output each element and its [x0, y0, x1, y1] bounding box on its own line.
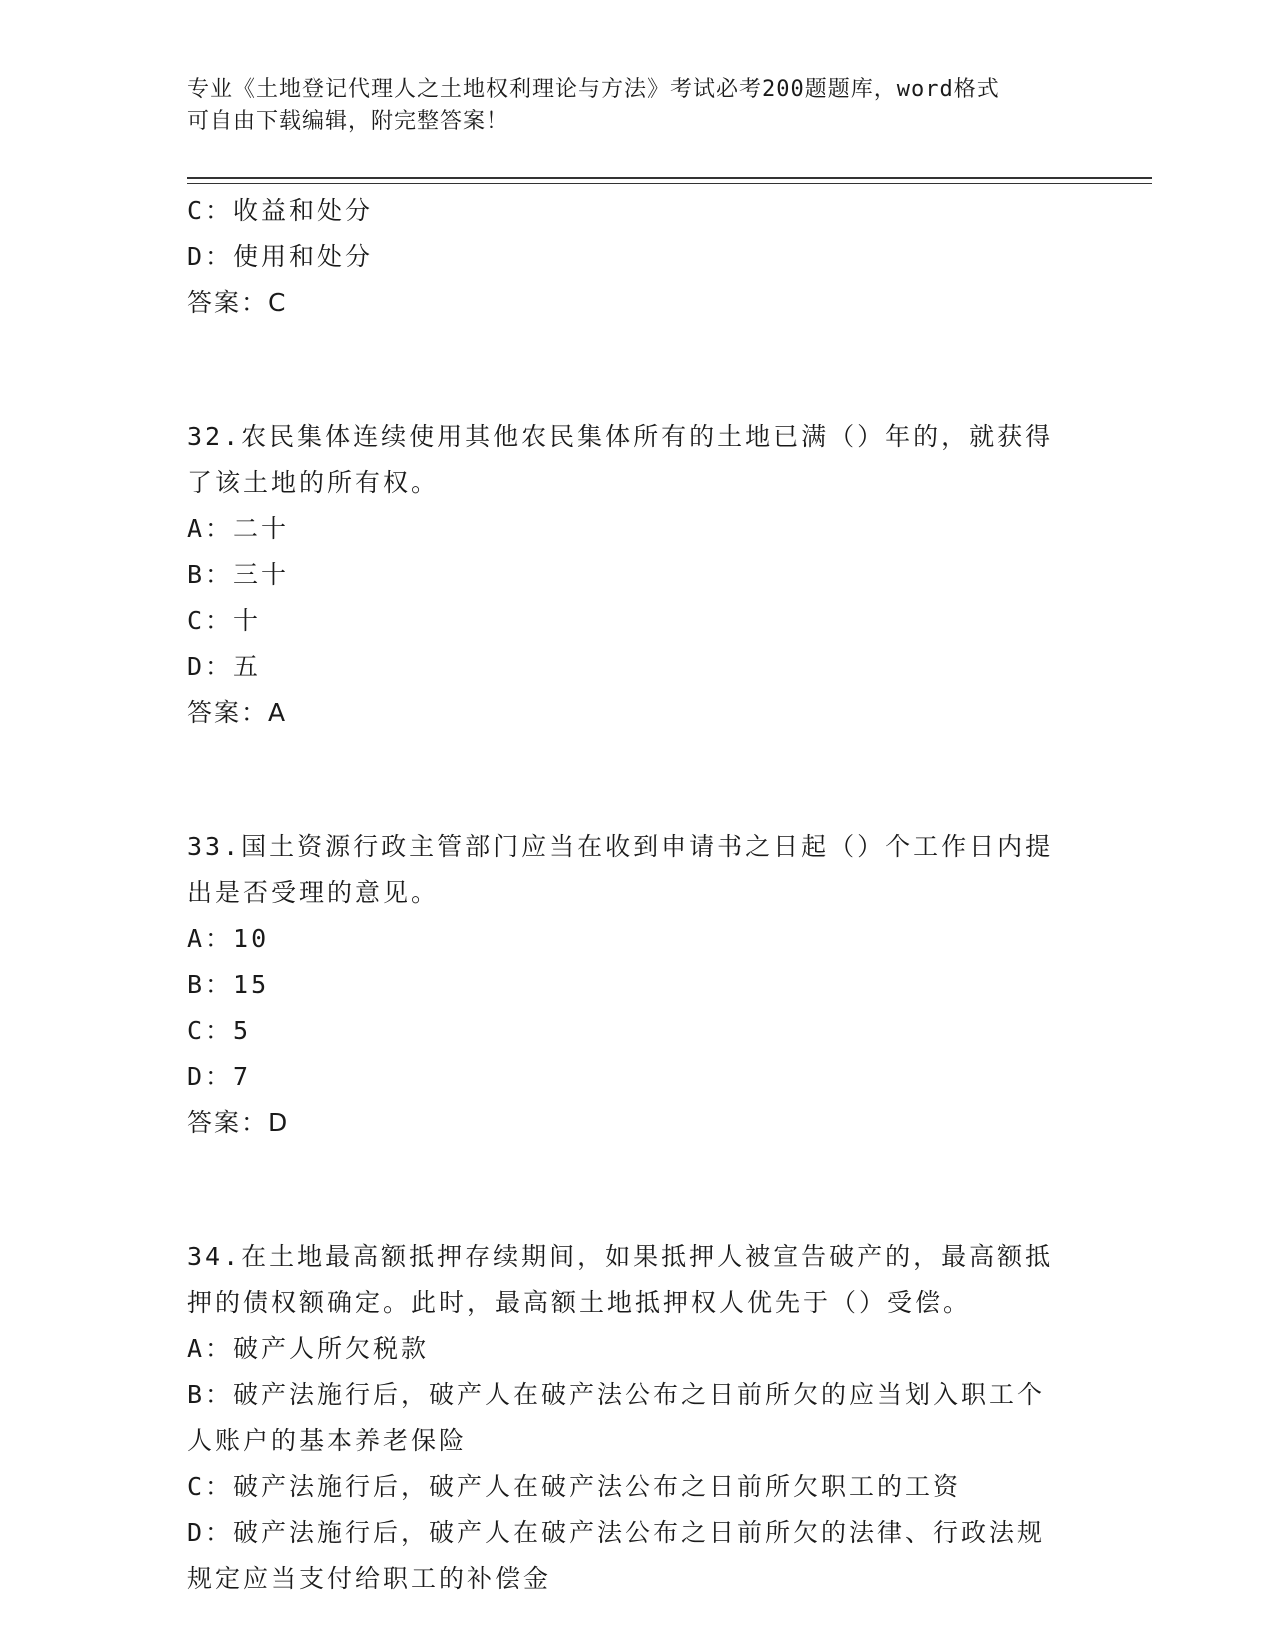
option-a: A：破产人所欠税款: [187, 1334, 430, 1363]
option-b-continued: 人账户的基本养老保险: [187, 1426, 468, 1455]
question-stem: 32.农民集体连续使用其他农民集体所有的土地已满（）年的，就获得: [187, 422, 1054, 451]
option-d: D：五: [187, 652, 262, 681]
option-c: C：十: [187, 606, 262, 635]
answer-line: 答案：C: [187, 288, 288, 317]
question-stem: 了该土地的所有权。: [187, 468, 440, 497]
page-header: [187, 74, 1067, 138]
option-d: D：使用和处分: [187, 242, 374, 271]
header-rule-thick: [187, 177, 1152, 179]
question-34: [187, 1234, 1087, 1602]
question-32: [187, 414, 1087, 736]
question-stem: 33.国土资源行政主管部门应当在收到申请书之日起（）个工作日内提: [187, 832, 1054, 861]
option-c: C：破产法施行后，破产人在破产法公布之日前所欠职工的工资: [187, 1472, 962, 1501]
header-line-2: 可自由下载编辑，附完整答案！: [187, 109, 510, 134]
option-a: A：二十: [187, 514, 290, 543]
option-c: C：收益和处分: [187, 196, 374, 225]
option-d: D：破产法施行后，破产人在破产法公布之日前所欠的法律、行政法规: [187, 1518, 1046, 1547]
option-b: B：15: [187, 970, 270, 999]
option-b: B：破产法施行后，破产人在破产法公布之日前所欠的应当划入职工个: [187, 1380, 1046, 1409]
question-content: [187, 188, 1087, 1602]
option-b: B：三十: [187, 560, 290, 589]
option-d-continued: 规定应当支付给职工的补偿金: [187, 1564, 552, 1593]
header-line-1: 专业《土地登记代理人之土地权利理论与方法》考试必考200题题库，word格式: [187, 77, 1000, 102]
question-stem: 押的债权额确定。此时，最高额土地抵押权人优先于（）受偿。: [187, 1288, 972, 1317]
answer-line: 答案：A: [187, 698, 288, 727]
answer-line: 答案：D: [187, 1108, 290, 1137]
option-c: C：5: [187, 1016, 252, 1045]
header-rule-thin: [187, 183, 1152, 184]
previous-question-tail: [187, 188, 1087, 326]
question-stem: 出是否受理的意见。: [187, 878, 440, 907]
question-33: [187, 824, 1087, 1146]
question-stem: 34.在土地最高额抵押存续期间，如果抵押人被宣告破产的，最高额抵: [187, 1242, 1054, 1271]
option-d: D：7: [187, 1062, 252, 1091]
option-a: A：10: [187, 924, 270, 953]
